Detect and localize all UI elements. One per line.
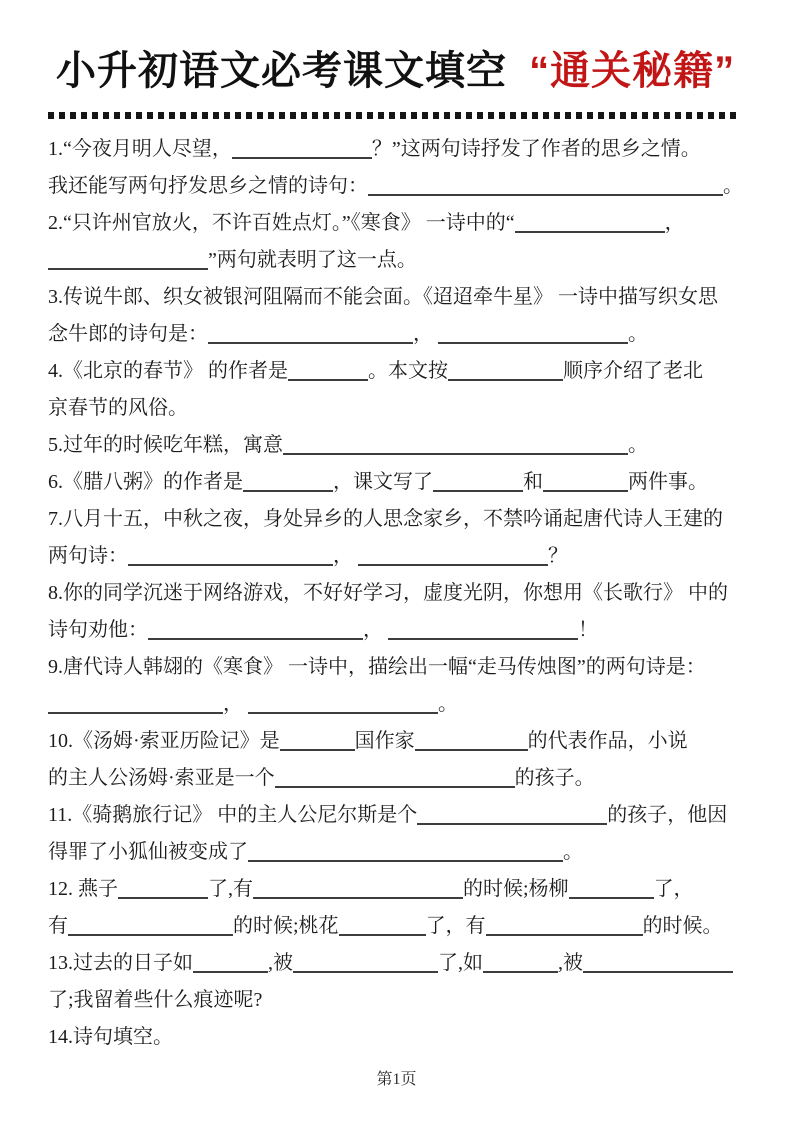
question-text: 的代表作品，小说 bbox=[527, 730, 688, 752]
question-text: 的孩子。 bbox=[514, 767, 595, 789]
question-text: 1.“今夜月明人尽望， bbox=[48, 138, 232, 160]
title-highlight-text: “通关秘籍” bbox=[529, 49, 736, 93]
worksheet-line bbox=[48, 316, 755, 353]
fill-in-blank-line bbox=[368, 172, 723, 196]
question-text: 11.《骑鹅旅行记》 中的主人公尼尔斯是个 bbox=[48, 804, 418, 826]
fill-in-blank-line bbox=[438, 320, 628, 344]
worksheet-line bbox=[48, 797, 755, 834]
worksheet-line bbox=[48, 834, 755, 871]
worksheet-line bbox=[48, 168, 755, 205]
question-text: 了， bbox=[653, 878, 694, 900]
question-text: ， bbox=[223, 693, 248, 715]
question-text: ， bbox=[333, 545, 358, 567]
fill-in-blank-line bbox=[358, 542, 548, 566]
worksheet-line bbox=[48, 131, 755, 168]
worksheet-line bbox=[48, 353, 755, 390]
question-text: 了，有 bbox=[425, 915, 486, 937]
worksheet-line bbox=[48, 649, 755, 686]
worksheet-line bbox=[48, 908, 755, 945]
worksheet-line bbox=[48, 501, 755, 538]
page-title bbox=[56, 46, 747, 96]
question-text: 3.传说牛郎、织女被银河阻隔而不能会面。《迢迢牵牛星》 一诗中描写织女思 bbox=[48, 286, 718, 308]
fill-in-blank-line bbox=[48, 246, 208, 270]
question-text: 12. 燕子 bbox=[48, 878, 118, 900]
fill-in-blank-line bbox=[128, 542, 333, 566]
worksheet-line bbox=[48, 982, 755, 1019]
worksheet-line bbox=[48, 612, 755, 649]
fill-in-blank-line bbox=[293, 949, 438, 973]
fill-in-blank-line bbox=[148, 616, 363, 640]
fill-in-blank-line bbox=[515, 209, 665, 233]
fill-in-blank-line bbox=[68, 912, 233, 936]
question-text: 京春节的风俗。 bbox=[48, 397, 188, 419]
fill-in-blank-line bbox=[193, 949, 268, 973]
page-header bbox=[0, 0, 793, 119]
worksheet-line bbox=[48, 242, 755, 279]
fill-in-blank-line bbox=[248, 690, 438, 714]
fill-in-blank-line bbox=[483, 949, 558, 973]
fill-in-blank-line bbox=[448, 357, 563, 381]
page-footer bbox=[0, 1066, 793, 1089]
question-text: 和 bbox=[523, 471, 543, 493]
question-text: 8.你的同学沉迷于网络游戏，不好好学习，虚度光阴，你想用《长歌行》 中的 bbox=[48, 582, 728, 604]
question-text: 6.《腊八粥》的作者是 bbox=[48, 471, 243, 493]
worksheet-line bbox=[48, 575, 755, 612]
question-text: 。 bbox=[628, 323, 648, 345]
question-text: 。本文按 bbox=[368, 360, 448, 382]
question-text: 2.“只许州官放火，不许百姓点灯。”《寒食》 一诗中的“ bbox=[48, 212, 515, 234]
question-text: 了,如 bbox=[438, 952, 483, 974]
questions-area bbox=[0, 119, 793, 1056]
question-text: ， bbox=[413, 323, 438, 345]
question-text: 5.过年的时候吃年糕，寓意 bbox=[48, 434, 283, 456]
fill-in-blank-line bbox=[118, 875, 208, 899]
question-text: 诗句劝他： bbox=[48, 619, 148, 641]
page-number: 第1页 bbox=[376, 1071, 417, 1088]
worksheet-line bbox=[48, 723, 755, 760]
question-text: 的时候;杨柳 bbox=[463, 878, 569, 900]
question-text: ？”这两句诗抒发了作者的思乡之情。 bbox=[371, 138, 701, 160]
fill-in-blank-line bbox=[243, 468, 333, 492]
question-text: 得罪了小狐仙被变成了 bbox=[48, 841, 248, 863]
worksheet-line bbox=[48, 464, 755, 501]
question-text: ,被 bbox=[558, 952, 583, 974]
question-text: 。 bbox=[563, 841, 583, 863]
fill-in-blank-line bbox=[275, 764, 515, 788]
question-text: 的主人公汤姆·索亚是一个 bbox=[48, 767, 275, 789]
question-text: 国作家 bbox=[354, 730, 415, 752]
question-text: 的孩子，他因 bbox=[607, 804, 728, 826]
question-text: 了;我留着些什么痕迹呢? bbox=[48, 989, 263, 1011]
fill-in-blank-line bbox=[583, 949, 733, 973]
fill-in-blank-line bbox=[253, 875, 463, 899]
fill-in-blank-line bbox=[339, 912, 426, 936]
fill-in-blank-line bbox=[569, 875, 654, 899]
worksheet-line bbox=[48, 1019, 755, 1056]
question-text: 顺序介绍了老北 bbox=[563, 360, 703, 382]
fill-in-blank-line bbox=[208, 320, 413, 344]
question-text: 两件事。 bbox=[628, 471, 708, 493]
question-text: 我还能写两句抒发思乡之情的诗句： bbox=[48, 175, 368, 197]
worksheet-line bbox=[48, 279, 755, 316]
question-text: 13.过去的日子如 bbox=[48, 952, 193, 974]
title-main-text: 小升初语文必考课文填空 bbox=[56, 49, 507, 93]
fill-in-blank-line bbox=[415, 727, 528, 751]
question-text: ！ bbox=[578, 619, 598, 641]
worksheet-line bbox=[48, 427, 755, 464]
fill-in-blank-line bbox=[48, 690, 223, 714]
question-text: ， bbox=[363, 619, 388, 641]
question-text: 念牛郎的诗句是： bbox=[48, 323, 208, 345]
fill-in-blank-line bbox=[288, 357, 368, 381]
worksheet-line bbox=[48, 538, 755, 575]
question-text: 的时候;桃花 bbox=[233, 915, 339, 937]
question-text: ， bbox=[664, 212, 685, 234]
question-text: 14.诗句填空。 bbox=[48, 1026, 173, 1048]
question-text: 两句诗： bbox=[48, 545, 128, 567]
question-text: ？ bbox=[548, 545, 568, 567]
fill-in-blank-line bbox=[543, 468, 628, 492]
dotted-divider bbox=[48, 112, 737, 119]
worksheet-line bbox=[48, 945, 755, 982]
question-text: 。 bbox=[438, 693, 458, 715]
worksheet-line bbox=[48, 390, 755, 427]
question-text: 7.八月十五，中秋之夜，身处异乡的人思念家乡，不禁吟诵起唐代诗人王建的 bbox=[48, 508, 723, 530]
fill-in-blank-line bbox=[417, 801, 607, 825]
question-text: 10.《汤姆·索亚历险记》是 bbox=[48, 730, 280, 752]
fill-in-blank-line bbox=[433, 468, 523, 492]
fill-in-blank-line bbox=[486, 912, 643, 936]
question-text: ,被 bbox=[268, 952, 293, 974]
worksheet-line bbox=[48, 205, 755, 242]
question-text: 9.唐代诗人韩翃的《寒食》 一诗中，描绘出一幅“走马传烛图”的两句诗是： bbox=[48, 656, 706, 678]
worksheet-line bbox=[48, 686, 755, 723]
question-text: 有 bbox=[48, 915, 68, 937]
fill-in-blank-line bbox=[283, 431, 628, 455]
fill-in-blank-line bbox=[248, 838, 563, 862]
question-text: ，课文写了 bbox=[333, 471, 433, 493]
fill-in-blank-line bbox=[280, 727, 355, 751]
worksheet-line bbox=[48, 760, 755, 797]
worksheet-line bbox=[48, 871, 755, 908]
fill-in-blank-line bbox=[232, 135, 372, 159]
question-text: 的时候。 bbox=[642, 915, 723, 937]
question-text: 4.《北京的春节》 的作者是 bbox=[48, 360, 288, 382]
question-text: 了,有 bbox=[208, 878, 253, 900]
question-text: 。 bbox=[628, 434, 648, 456]
question-text: ”两句就表明了这一点。 bbox=[208, 249, 417, 271]
question-text: 。 bbox=[723, 175, 743, 197]
fill-in-blank-line bbox=[388, 616, 578, 640]
